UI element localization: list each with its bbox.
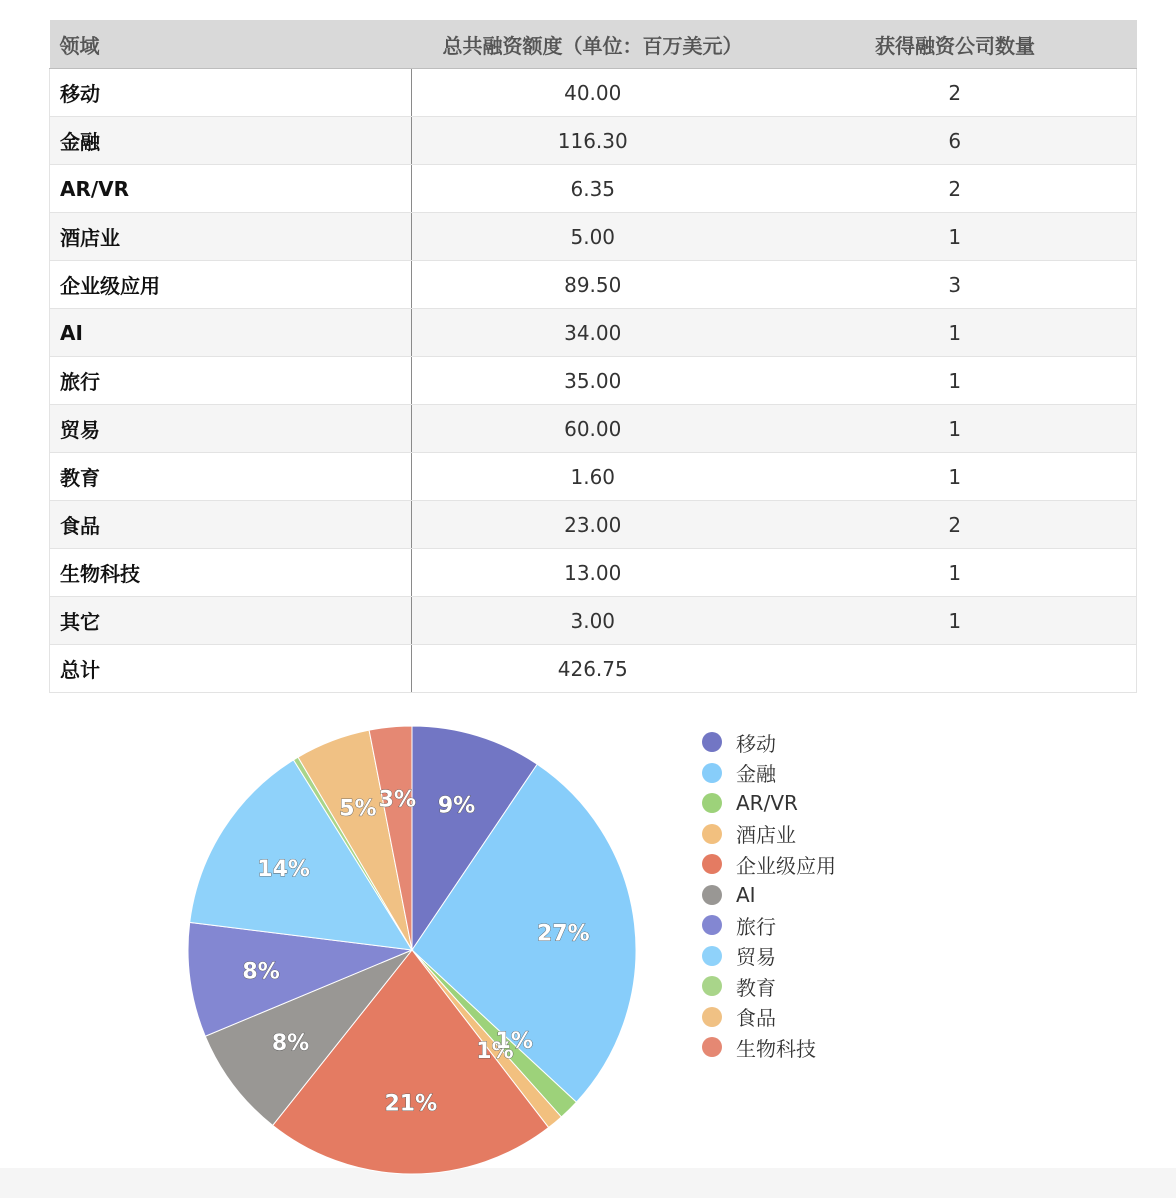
slice-percent-label: 21% bbox=[384, 1091, 438, 1117]
legend-swatch bbox=[702, 915, 722, 935]
legend-swatch bbox=[702, 946, 722, 966]
cell-count bbox=[774, 645, 1137, 693]
table-row bbox=[50, 501, 1137, 549]
table-row bbox=[50, 549, 1137, 597]
legend-label: 旅行 bbox=[736, 914, 776, 939]
legend-label: AI bbox=[736, 882, 756, 907]
legend-swatch bbox=[702, 793, 722, 813]
table-row bbox=[50, 69, 1137, 117]
legend-swatch bbox=[702, 976, 722, 996]
cell-amount: 60.00 bbox=[412, 405, 774, 453]
cell-amount: 5.00 bbox=[412, 213, 774, 261]
slice-percent-label: 3% bbox=[378, 787, 417, 813]
cell-field: 总计 bbox=[50, 645, 412, 693]
cell-amount: 426.75 bbox=[412, 645, 774, 693]
cell-field: 移动 bbox=[50, 69, 412, 117]
table-header-row bbox=[50, 20, 1137, 69]
legend-swatch bbox=[702, 885, 722, 905]
legend-swatch bbox=[702, 824, 722, 844]
cell-amount: 89.50 bbox=[412, 261, 774, 309]
table-row bbox=[50, 453, 1137, 501]
cell-amount: 6.35 bbox=[412, 165, 774, 213]
slice-percent-label-overlap: 1% bbox=[495, 1028, 533, 1054]
funding-table bbox=[49, 20, 1137, 693]
pie-chart bbox=[180, 718, 650, 1182]
cell-amount: 40.00 bbox=[412, 69, 774, 117]
legend-item bbox=[702, 819, 836, 850]
cell-count: 6 bbox=[774, 117, 1137, 165]
slice-percent-label: 9% bbox=[437, 793, 476, 819]
slice-percent-label: 5% bbox=[339, 796, 377, 822]
cell-count: 1 bbox=[774, 405, 1137, 453]
legend-item bbox=[702, 1032, 836, 1063]
table-row bbox=[50, 261, 1137, 309]
cell-amount: 13.00 bbox=[412, 549, 774, 597]
cell-amount: 3.00 bbox=[412, 597, 774, 645]
cell-field: 食品 bbox=[50, 501, 412, 549]
table-row bbox=[50, 309, 1137, 357]
table-row bbox=[50, 597, 1137, 645]
cell-amount: 34.00 bbox=[412, 309, 774, 357]
cell-field: 其它 bbox=[50, 597, 412, 645]
table-row bbox=[50, 405, 1137, 453]
table-row bbox=[50, 645, 1137, 693]
legend-swatch bbox=[702, 1007, 722, 1027]
cell-field: 企业级应用 bbox=[50, 261, 412, 309]
cell-field: 生物科技 bbox=[50, 549, 412, 597]
cell-count: 1 bbox=[774, 453, 1137, 501]
header-field: 领域 bbox=[50, 20, 412, 69]
legend-swatch bbox=[702, 854, 722, 874]
slice-percent-label: 1% bbox=[476, 1038, 514, 1064]
cell-count: 1 bbox=[774, 549, 1137, 597]
legend-label: 企业级应用 bbox=[736, 853, 836, 878]
table-row bbox=[50, 165, 1137, 213]
legend-label: 移动 bbox=[736, 731, 776, 756]
legend-label: 酒店业 bbox=[736, 823, 796, 848]
table-row bbox=[50, 357, 1137, 405]
legend-label: AR/VR bbox=[736, 791, 798, 816]
legend-item bbox=[702, 880, 836, 911]
legend-item bbox=[702, 941, 836, 972]
legend-label: 贸易 bbox=[736, 945, 776, 970]
cell-field: 旅行 bbox=[50, 357, 412, 405]
cell-count: 1 bbox=[774, 309, 1137, 357]
cell-count: 3 bbox=[774, 261, 1137, 309]
cell-amount: 35.00 bbox=[412, 357, 774, 405]
cell-field: AR/VR bbox=[50, 165, 412, 213]
legend-swatch bbox=[702, 1037, 722, 1057]
slice-percent-label: 8% bbox=[271, 1030, 310, 1056]
legend-swatch bbox=[702, 732, 722, 752]
legend-label: 生物科技 bbox=[736, 1036, 816, 1061]
cell-count: 2 bbox=[774, 165, 1137, 213]
legend-label: 金融 bbox=[736, 762, 776, 787]
chart-legend bbox=[702, 727, 836, 1063]
cell-amount: 116.30 bbox=[412, 117, 774, 165]
cell-amount: 23.00 bbox=[412, 501, 774, 549]
table-row bbox=[50, 213, 1137, 261]
legend-item bbox=[702, 910, 836, 941]
legend-swatch bbox=[702, 763, 722, 783]
legend-item bbox=[702, 849, 836, 880]
cell-field: 贸易 bbox=[50, 405, 412, 453]
cell-field: 金融 bbox=[50, 117, 412, 165]
cell-count: 1 bbox=[774, 357, 1137, 405]
table-row bbox=[50, 117, 1137, 165]
legend-item bbox=[702, 758, 836, 789]
cell-count: 1 bbox=[774, 213, 1137, 261]
slice-percent-label: 14% bbox=[257, 857, 310, 883]
cell-field: 教育 bbox=[50, 453, 412, 501]
cell-amount: 1.60 bbox=[412, 453, 774, 501]
cell-field: AI bbox=[50, 309, 412, 357]
cell-count: 2 bbox=[774, 501, 1137, 549]
header-count: 获得融资公司数量 bbox=[774, 20, 1137, 69]
slice-percent-label: 27% bbox=[536, 921, 590, 947]
slice-percent-label: 8% bbox=[242, 959, 280, 985]
header-amount: 总共融资额度（单位：百万美元） bbox=[412, 20, 774, 69]
legend-label: 教育 bbox=[736, 975, 776, 1000]
legend-item bbox=[702, 971, 836, 1002]
legend-label: 食品 bbox=[736, 1006, 776, 1031]
legend-item bbox=[702, 1002, 836, 1033]
legend-item bbox=[702, 727, 836, 758]
cell-count: 1 bbox=[774, 597, 1137, 645]
cell-field: 酒店业 bbox=[50, 213, 412, 261]
cell-count: 2 bbox=[774, 69, 1137, 117]
legend-item bbox=[702, 788, 836, 819]
